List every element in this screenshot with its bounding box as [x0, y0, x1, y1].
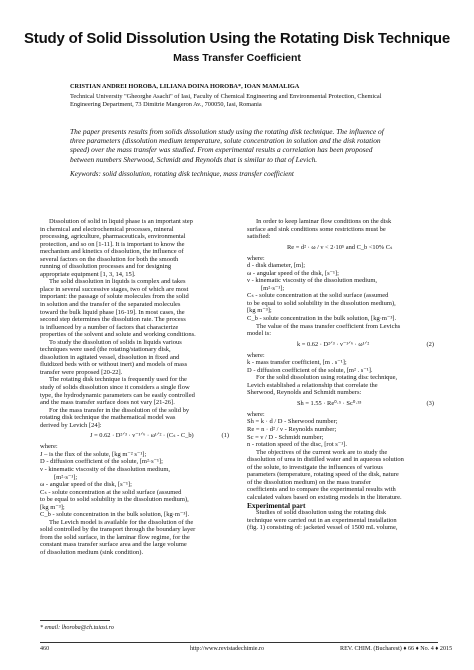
journal-citation: REV. CHIM. (Bucharest) ♦ 66 ♦ No. 4 ♦ 2015	[340, 646, 453, 652]
section-heading: Experimental part	[247, 500, 306, 510]
keywords: Keywords: solid dissolution, rotating disk technique, mass transfer coefficient	[70, 170, 294, 178]
page-number: 460	[40, 646, 50, 652]
paragraph: For the mass transfer in the dissolution of the solid by rotating disk technique the mathematical model was derived by Levich [24]:	[40, 406, 190, 429]
paragraph: The Levich model is available for the dissolution of the solid controlled by the transport through the boundary layer from the solid surface, in the laminar flow regime, for the constant mass transfer surface area and the large volume of dissolution medium (sink condition).	[40, 518, 196, 556]
paragraph: The objectives of the current work are to study the dissolution of urea in distilled water and in aqueous solution of the solute, to investigate the influences of various parameters (temperature, rotating speed of the disk, nature of the dissolution medium) on the mass transfer coefficients and to compare the experimental results with calculated values based on existing models in the literature.	[247, 448, 404, 501]
paragraph: To study the dissolution of solids in liquids various techniques were used (the rotating/stationary disk, dissolution in agitated vessel, dissolution in fixed and fluidized beds with or without inert) and models of mass transfer were proposed [20-22].	[40, 338, 188, 376]
where-label: where:	[247, 410, 265, 418]
equation-2: k = 0.62 · D²ᐟ³ · ν⁻¹ᐟ⁶ · ω¹ᐟ² (2)	[297, 340, 434, 348]
where-label: where:	[247, 351, 265, 359]
paragraph: In order to keep laminar flow conditions on the disk surface and sink conditions some restrictions must be satisfied:	[247, 218, 392, 241]
affiliation-line: Engineering Department, 73 Dimitrie Mangeron Av., 700050, Iasi, Romania	[70, 101, 262, 109]
paragraph: The value of the mass transfer coefficient from Levichs model is:	[247, 322, 401, 338]
laminar-condition: Re = d² · ω / ν < 2·10⁵ and C_b <10% Cₛ	[287, 243, 393, 251]
left-column	[40, 218, 233, 557]
where-label: where:	[40, 443, 58, 451]
definitions: Sh = k · d / D - Sherwood number; Re = n · d² / ν - Reynolds number; Sc = ν / D - Schmidt number; n - rotation speed of the disc, [rot s⁻¹].	[247, 418, 347, 449]
definitions: J – is the flux of the solute, [kg m⁻² s⁻¹]; D - diffusion coefficient of the solute, [m²·s⁻¹]; ν - kinematic viscosity of the dissolution medium, [m²·s⁻¹]; ω - angular speed of the disk, [s⁻¹]; Cₛ - solute concentration at the solid surface (assumed to be equal to solid solubility in the dissolution medium), [kg m⁻³]; C_b - solute concentration in the bulk solution, [kg·m⁻³].	[40, 450, 190, 519]
affiliation-line: Technical University "Gheorghe Asachi" of Iasi, Faculty of Chemical Engineering and Environmental Protection, Chemical	[70, 93, 382, 100]
definitions: d - disk diameter, [m]; ω - angular speed of the disk, [s⁻¹]; ν - kinematic viscosity of the dissolution medium, [m²·s⁻¹]; Cₛ - solute concentration at the solid surface (assumed to be equal to solid solubility in the dissolution medium), [kg m⁻³]; C_b - solute concentration in the bulk solution, [kg·m⁻³].	[247, 262, 397, 323]
footnote-email: * email: lhoroba@ch.tuiasi.ro	[40, 625, 114, 631]
footer-rule	[40, 642, 438, 643]
paper-title: Study of Solid Dissolution Using the Rotating Disk Technique	[23, 30, 451, 47]
where-label: where:	[247, 254, 265, 262]
paper-subtitle: Mass Transfer Coefficient	[173, 52, 301, 64]
abstract-line: The paper presents results from solids dissolution study using the rotating disk technique. The influence of	[70, 127, 384, 136]
journal-url: http://www.revistadechimie.ro	[190, 646, 265, 652]
definitions: k - mass transfer coefficient, [m . s⁻¹]; D - diffusion coefficient of the solute, [m² . s⁻¹].	[247, 359, 373, 374]
equation-1: J = 0.62 · D²ᐟ³ · ν⁻¹ᐟ⁶ · ω¹ᐟ² · (Cₛ - C_b) (1)	[90, 432, 229, 440]
abstract-line: between numbers Sherwood, Schmidt and Reynolds that is similar to that of Levich.	[70, 154, 318, 164]
paragraph: The solid dissolution in liquids is complex and takes place in several successive stages, two of which are most important: the passage of solute molecules from the solid in solution and the transfer of the separated molecules toward the bulk liquid phase [16-19]. In most cases, the second step determines the dissolution rate. The process is influenced by a number of factors that characterize properties of the solvent and solute and working conditions.	[40, 278, 196, 339]
authors: CRISTIAN ANDREI HOROBA, LILIANA DOINA HOROBA*, IOAN MAMALIGA	[70, 83, 300, 90]
footnote-rule	[40, 620, 110, 621]
paragraph: The rotating disk technique is frequently used for the study of solids dissolution since it considers a single flow type, the hydrodynamic parameters can be easily controlled and the mass transfer surface does not vary [21-26].	[40, 376, 195, 407]
paragraph: For the solid dissolution using rotating disc technique, Levich established a relationship that correlate the Sherwood, Reynolds and Schmidt numbers:	[247, 374, 398, 397]
abstract-line: three parameters (dissolution medium temperature, solute concentration in solution and the disk rotation	[70, 136, 381, 146]
paragraph: Dissolution of solid in liquid phase is an important step in chemical and electrochemical processes, mineral processing, agriculture, pharmaceuticals, environmental protection, and so on [1-11]. It is important to know the mechanism and kinetics of dissolution, the influence of several factors on the dissolution for both the smooth running of dissolution processes and for designing appropriate equipment [1, 3, 14, 15].	[40, 218, 193, 278]
abstract	[70, 127, 455, 164]
abstract-line: speed) over the mass transfer was studied. From experimental results a correlation has been proposed	[70, 145, 373, 155]
equation-3: Sh = 1.55 · Re⁰·⁵ · Sc⁰·³³ (3)	[297, 399, 434, 407]
paragraph: Studies of solid dissolution using the rotating disk technique were carried out in an experimental installation (fig. 1) consisting of: jacketed vessel of 1500 mL volume,	[247, 509, 398, 532]
affiliation	[70, 93, 450, 109]
right-column	[247, 218, 438, 532]
